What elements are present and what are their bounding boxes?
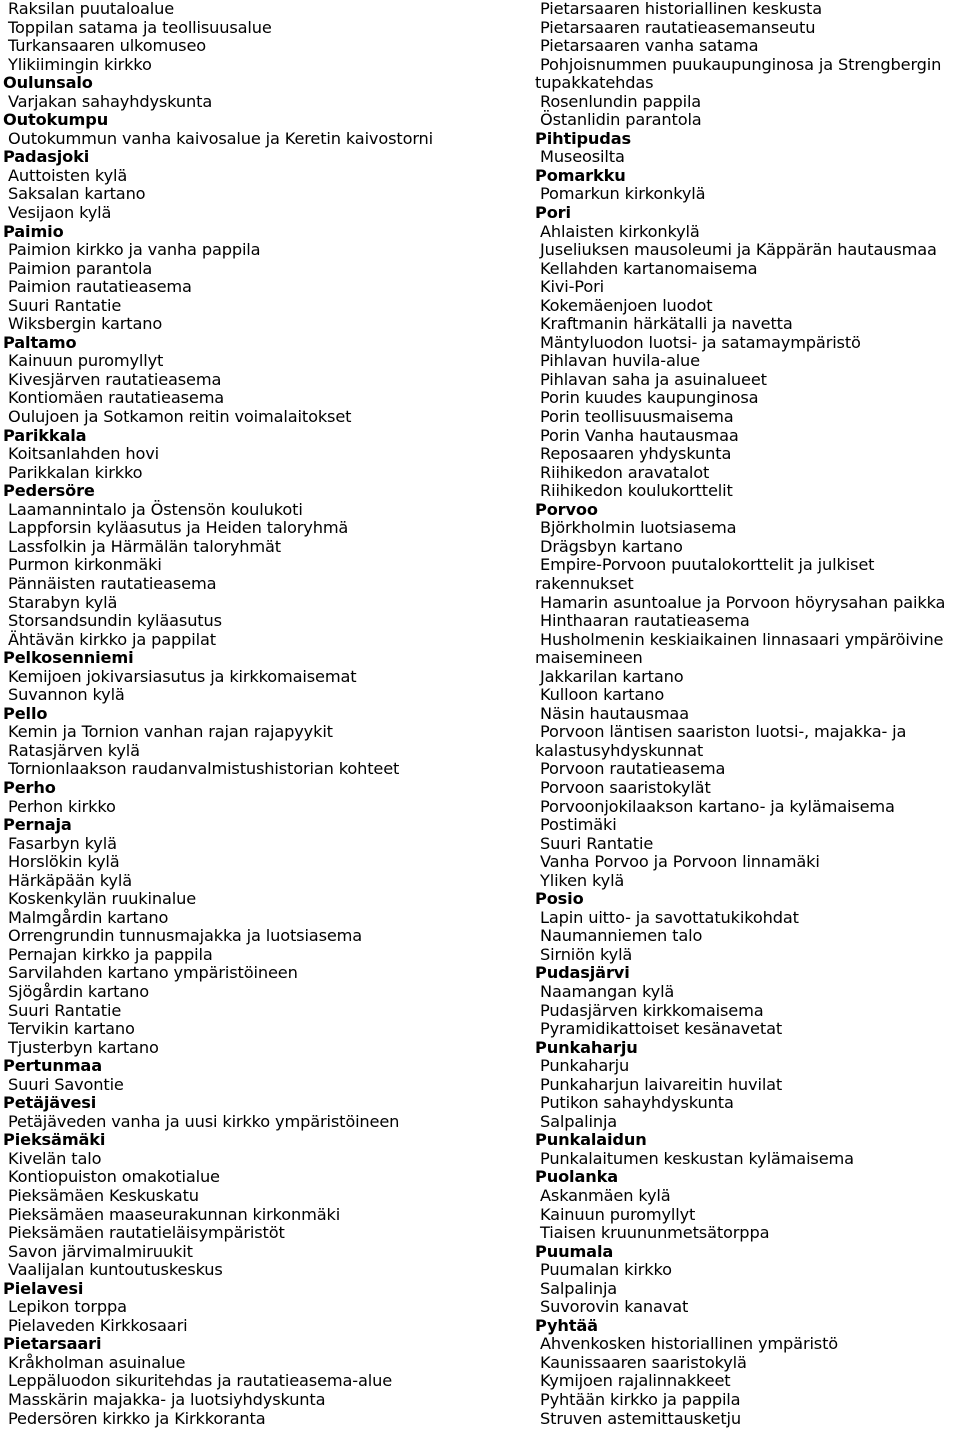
site-entry: Jakkarilan kartano <box>540 666 684 686</box>
municipality-heading: Perho <box>3 777 56 797</box>
site-entry: Kråkholman asuinalue <box>8 1352 186 1372</box>
site-entry: Paimion parantola <box>8 258 153 278</box>
municipality-heading: Posio <box>535 889 584 909</box>
site-entry: Tjusterbyn kartano <box>8 1037 159 1057</box>
site-entry: Postimäki <box>540 815 617 835</box>
site-entry: Kontiomäen rautatieasema <box>8 388 225 408</box>
site-entry: Punkalaitumen keskustan kylämaisema <box>540 1148 854 1168</box>
site-entry: Storsandsundin kyläasutus <box>8 611 222 631</box>
site-entry: Pihlavan huvila-alue <box>540 351 700 371</box>
municipality-heading: Punkalaidun <box>535 1130 647 1150</box>
site-entry: Koskenkylän ruukinalue <box>8 889 197 909</box>
site-entry: Pietarsaaren rautatieasemanseutu <box>540 17 816 37</box>
site-entry: Varjakan sahayhdyskunta <box>8 91 213 111</box>
site-entry: Pieksämäen maaseurakunnan kirkonmäki <box>8 1204 341 1224</box>
site-entry: Porin Vanha hautausmaa <box>540 425 739 445</box>
site-entry: Leppäluodon sikuritehdas ja rautatieasema-alue <box>8 1371 393 1391</box>
municipality-heading: Paltamo <box>3 332 77 352</box>
municipality-heading: Pedersöre <box>3 481 95 501</box>
site-entry: Starabyn kylä <box>8 592 118 612</box>
site-entry: Vesijaon kylä <box>8 203 112 223</box>
municipality-heading: Pihtipudas <box>535 128 631 148</box>
site-entry-continuation: rakennukset <box>535 573 634 593</box>
municipality-heading: Padasjoki <box>3 147 90 167</box>
site-entry: Struven astemittausketju <box>540 1408 741 1428</box>
municipality-heading: Pertunmaa <box>3 1056 102 1076</box>
site-entry: Ahlaisten kirkonkylä <box>540 221 700 241</box>
site-entry: Riihikedon koulukorttelit <box>540 481 733 501</box>
site-entry: Ahvenkosken historiallinen ympäristö <box>540 1334 839 1354</box>
site-entry: Suvorovin kanavat <box>540 1297 689 1317</box>
site-entry: Pieksämäen Keskuskatu <box>8 1186 199 1205</box>
site-entry-continuation: maisemineen <box>535 648 643 668</box>
site-entry: Askanmäen kylä <box>540 1186 671 1205</box>
site-entry: Kemin ja Tornion vanhan rajan rajapyykit <box>8 722 333 742</box>
site-entry: Ylikiimingin kirkko <box>8 54 152 74</box>
municipality-heading: Pello <box>3 703 48 723</box>
site-entry: Pielaveden Kirkkosaari <box>8 1315 188 1335</box>
site-entry: Wiksbergin kartano <box>8 314 163 334</box>
site-entry: Lassfolkin ja Härmälän taloryhmät <box>8 536 281 556</box>
site-entry: Punkaharjun laivareitin huvilat <box>540 1074 783 1094</box>
site-entry: Salpalinja <box>540 1278 618 1298</box>
site-entry: Raksilan puutaloalue <box>8 0 175 18</box>
site-entry: Kymijoen rajalinnakkeet <box>540 1371 731 1391</box>
municipality-heading: Puumala <box>535 1241 614 1261</box>
site-entry: Kokemäenjoen luodot <box>540 295 713 315</box>
site-entry: Tiaisen kruununmetsätorppa <box>540 1223 770 1243</box>
site-entry: Drägsbyn kartano <box>540 536 683 556</box>
site-entry: Orrengrundin tunnusmajakka ja luotsiasema <box>8 926 363 946</box>
site-entry: Vaalijalan kuntoutuskeskus <box>8 1260 223 1280</box>
municipality-heading: Pomarkku <box>535 165 626 185</box>
municipality-heading: Oulunsalo <box>3 73 93 93</box>
site-entry: Naumanniemen talo <box>540 926 703 946</box>
municipality-heading: Pyhtää <box>535 1315 598 1335</box>
site-entry: Porvoon läntisen saariston luotsi-, majakka- ja <box>540 722 907 742</box>
site-entry: Pyramidikattoiset kesänavetat <box>540 1019 783 1039</box>
site-entry: Naamangan kylä <box>540 981 675 1001</box>
site-entry: Pernajan kirkko ja pappila <box>8 944 213 964</box>
site-entry: Hinthaaran rautatieasema <box>540 611 750 631</box>
site-entry: Kulloon kartano <box>540 685 665 705</box>
site-entry-continuation: kalastusyhdyskunnat <box>535 740 704 760</box>
site-entry: Lepikon torppa <box>8 1297 127 1317</box>
municipality-heading: Porvoo <box>535 499 598 519</box>
left-column <box>3 0 523 1428</box>
site-entry: Pieksämäen rautatieläisympäristöt <box>8 1223 285 1243</box>
site-entry: Laamannintalo ja Östensön koulukoti <box>8 499 303 519</box>
site-entry: Tornionlaakson raudanvalmistushistorian kohteet <box>8 759 400 779</box>
site-entry: Suuri Rantatie <box>8 1000 122 1020</box>
site-entry: Paimion rautatieasema <box>8 277 192 297</box>
site-entry: Hamarin asuntoalue ja Porvoon höyrysahan paikka <box>540 592 946 612</box>
site-entry: Suuri Rantatie <box>540 833 654 853</box>
site-entry: Pyhtään kirkko ja pappila <box>540 1390 741 1410</box>
site-entry: Pudasjärven kirkkomaisema <box>540 1000 764 1020</box>
site-entry: Masskärin majakka- ja luotsiyhdyskunta <box>8 1390 326 1410</box>
site-entry: Kainuun puromyllyt <box>8 351 164 371</box>
site-entry: Putikon sahayhdyskunta <box>540 1093 734 1113</box>
site-entry: Perhon kirkko <box>8 796 116 816</box>
municipality-heading: Parikkala <box>3 425 87 445</box>
municipality-heading: Pudasjärvi <box>535 963 630 983</box>
site-entry: Kivelän talo <box>8 1148 102 1168</box>
site-entry: Savon järvimalmiruukit <box>8 1241 193 1261</box>
site-entry: Vanha Porvoo ja Porvoon linnamäki <box>540 852 820 872</box>
municipality-heading: Pielavesi <box>3 1278 84 1298</box>
municipality-heading: Punkaharju <box>535 1037 638 1057</box>
site-entry: Museosilta <box>540 147 625 167</box>
site-entry: Pedersören kirkko ja Kirkkoranta <box>8 1408 266 1428</box>
site-entry: Suuri Rantatie <box>8 295 122 315</box>
site-entry: Pietarsaaren vanha satama <box>540 36 759 56</box>
right-column <box>535 0 960 1428</box>
site-entry: Mäntyluodon luotsi- ja satamaympäristö <box>540 332 861 352</box>
municipality-heading: Outokumpu <box>3 110 109 130</box>
site-entry: Rosenlundin pappila <box>540 91 702 111</box>
site-entry: Pohjoisnummen puukaupunginosa ja Strengbergin <box>540 54 942 74</box>
site-entry: Koitsanlahden hovi <box>8 444 160 464</box>
site-entry: Porvoon rautatieasema <box>540 759 726 779</box>
site-entry: Kemijoen jokivarsiasutus ja kirkkomaisemat <box>8 666 357 686</box>
site-entry: Toppilan satama ja teollisuusalue <box>8 17 272 37</box>
municipality-heading: Paimio <box>3 221 64 241</box>
site-entry: Petäjäveden vanha ja uusi kirkko ympäristöineen <box>8 1111 400 1131</box>
site-entry: Turkansaaren ulkomuseo <box>8 36 207 56</box>
site-entry: Kraftmanin härkätalli ja navetta <box>540 314 793 334</box>
site-entry: Porin teollisuusmaisema <box>540 407 734 427</box>
municipality-heading: Pori <box>535 203 571 223</box>
site-entry-continuation: tupakkatehdas <box>535 73 654 93</box>
site-entry: Puumalan kirkko <box>540 1260 672 1280</box>
site-entry: Suvannon kylä <box>8 685 125 705</box>
site-entry: Salpalinja <box>540 1111 618 1131</box>
site-entry: Malmgårdin kartano <box>8 907 169 927</box>
municipality-heading: Pelkosenniemi <box>3 648 134 668</box>
site-entry: Pännäisten rautatieasema <box>8 573 217 593</box>
municipality-heading: Petäjävesi <box>3 1093 97 1113</box>
site-entry: Fasarbyn kylä <box>8 833 117 853</box>
site-entry: Parikkalan kirkko <box>8 462 143 482</box>
site-entry: Kainuun puromyllyt <box>540 1204 696 1224</box>
site-entry: Oulujoen ja Sotkamon reitin voimalaitokset <box>8 407 352 427</box>
municipality-heading: Pietarsaari <box>3 1334 102 1354</box>
site-entry: Tervikin kartano <box>8 1019 135 1039</box>
site-entry: Outokummun vanha kaivosalue ja Keretin kaivostorni <box>8 128 434 148</box>
site-entry: Purmon kirkonmäki <box>8 555 162 575</box>
site-entry: Lapin uitto- ja savottatukikohdat <box>540 907 799 927</box>
site-entry: Husholmenin keskiaikainen linnasaari ympäröivine <box>540 629 944 649</box>
site-entry: Björkholmin luotsiasema <box>540 518 737 538</box>
site-entry: Sjögårdin kartano <box>8 981 149 1001</box>
site-entry: Juseliuksen mausoleumi ja Käppärän hautausmaa <box>540 240 937 260</box>
site-entry: Pomarkun kirkonkylä <box>540 184 706 204</box>
site-entry: Sirniön kylä <box>540 944 633 964</box>
site-entry: Ähtävän kirkko ja pappilat <box>8 629 216 649</box>
site-entry: Saksalan kartano <box>8 184 146 204</box>
site-entry: Kellahden kartanomaisema <box>540 258 758 278</box>
site-entry: Horslökin kylä <box>8 852 120 872</box>
site-entry: Pietarsaaren historiallinen keskusta <box>540 0 822 18</box>
site-entry: Paimion kirkko ja vanha pappila <box>8 240 261 260</box>
site-entry: Östanlidin parantola <box>540 110 702 130</box>
site-entry: Porvoonjokilaakson kartano- ja kylämaisema <box>540 796 895 816</box>
municipality-heading: Puolanka <box>535 1167 618 1187</box>
site-entry: Auttoisten kylä <box>8 165 128 185</box>
site-entry: Ratasjärven kylä <box>8 740 140 760</box>
municipality-heading: Pernaja <box>3 815 72 835</box>
site-entry: Näsin hautausmaa <box>540 703 689 723</box>
site-entry: Punkaharju <box>540 1056 630 1076</box>
site-entry: Kaunissaaren saaristokylä <box>540 1352 747 1372</box>
site-entry: Härkäpään kylä <box>8 870 132 890</box>
site-entry: Reposaaren yhdyskunta <box>540 444 732 464</box>
site-entry: Lappforsin kyläasutus ja Heiden taloryhmä <box>8 518 349 538</box>
site-entry: Yliken kylä <box>540 870 625 890</box>
site-entry: Porvoon saaristokylät <box>540 777 711 797</box>
site-entry: Sarvilahden kartano ympäristöineen <box>8 963 298 983</box>
site-entry: Kivi-Pori <box>540 277 604 297</box>
municipality-heading: Pieksämäki <box>3 1130 106 1150</box>
site-entry: Kontiopuiston omakotialue <box>8 1167 220 1187</box>
site-entry: Suuri Savontie <box>8 1074 124 1094</box>
site-entry: Riihikedon aravatalot <box>540 462 710 482</box>
site-entry: Empire-Porvoon puutalokorttelit ja julkiset <box>540 555 875 575</box>
site-entry: Kivesjärven rautatieasema <box>8 369 222 389</box>
site-entry: Pihlavan saha ja asuinalueet <box>540 369 767 389</box>
site-entry: Porin kuudes kaupunginosa <box>540 388 759 408</box>
